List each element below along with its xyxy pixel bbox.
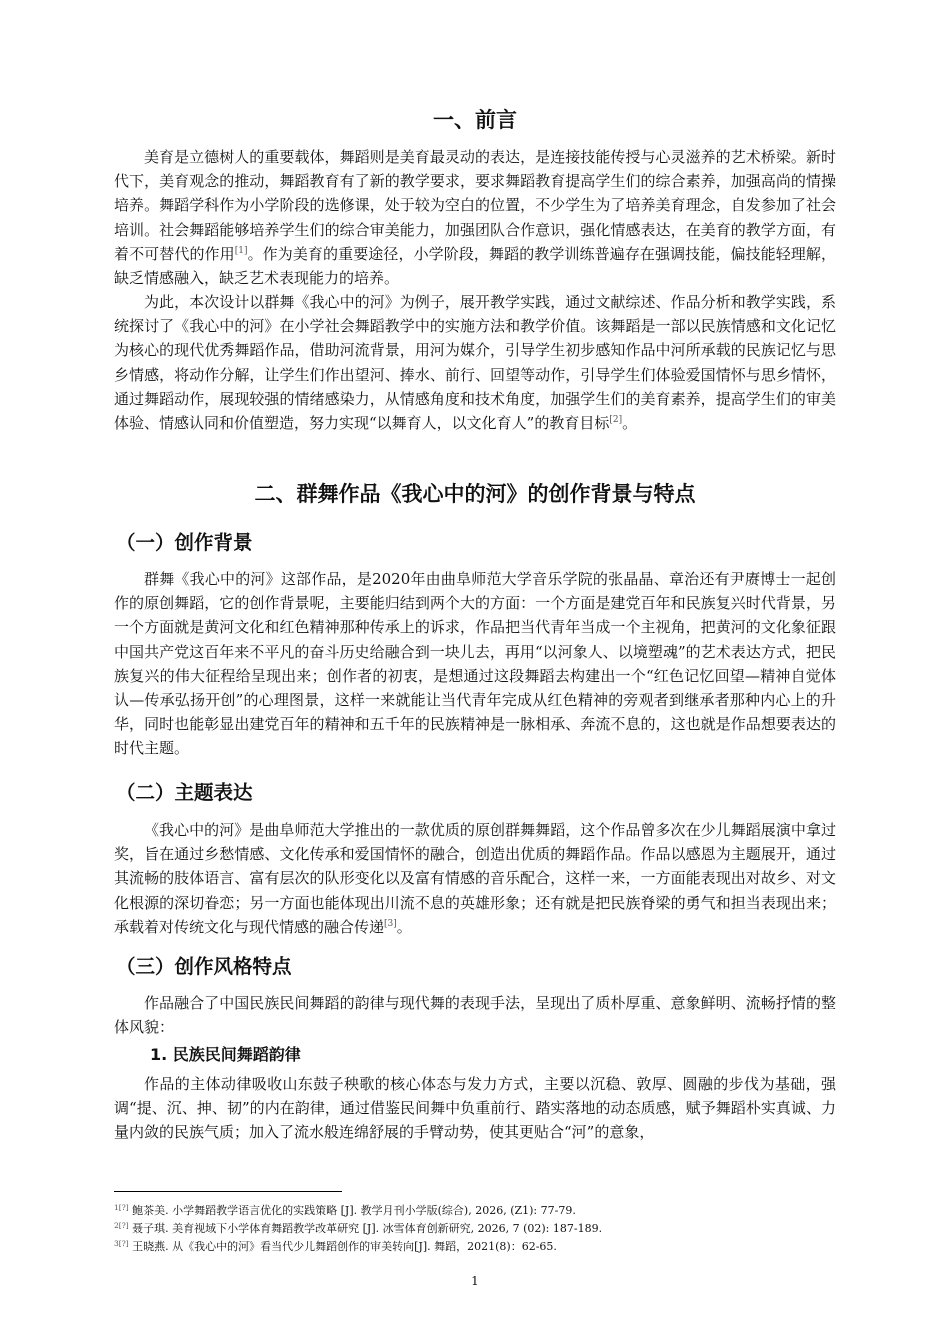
paragraph-text-tail: 。	[622, 414, 638, 433]
subsection-background-heading: （一）创作背景	[116, 531, 253, 554]
footnote-text: 王晓燕. 从《我心中的河》看当代少儿舞蹈创作的审美转向[J]. 舞蹈，2021(8)：62-65.	[132, 1240, 557, 1253]
paragraph-text-tail: 。	[396, 917, 412, 936]
section-2-heading: 二、群舞作品《我心中的河》的创作背景与特点	[254, 482, 696, 506]
citation-ref-1[interactable]: [1]	[234, 245, 248, 256]
subsection-background-paragraph: 群舞《我心中的河》这部作品，是2020年由曲阜师范大学音乐学院的张晶晶、章治还有尹赓博士一起创作的原创舞蹈，它的创作背景呢，主要能归结到两个大的方面：一个方面是建党百年和民族复兴时代背景，另一个方面就是黄河文化和红色精神那种传承上的诉求，作品把当代青年当成一个主视角，把黄河的文化象征跟中国共产党这百年来不平凡的奋斗历史给融合到一块儿去，再用“以河象人、以境塑魂”的艺术表达方式，把民族复兴的伟大征程给呈现出来；创作者的初衷，是想通过这段舞蹈去构建出一个“红色记忆回望—精神自觉体认—传承弘扬开创”的心理图景，这样一来就能让当代青年完成从红色精神的旁观者到继承者那种内心上的升华，同时也能彰显出建党百年的精神和五千年的民族精神是一脉相承、奔流不息的，这也就是作品想要表达的时代主题。	[114, 570, 836, 758]
footnote-text: 聂子琪. 美育视域下小学体育舞蹈教学改革研究 [J]. 冰雪体育创新研究, 2026, 7 (02): 187-189.	[132, 1222, 603, 1235]
section-1-paragraph-1	[114, 145, 836, 290]
subsection-style-heading: （三）创作风格特点	[116, 955, 292, 978]
footnote-mark: 1[?]	[114, 1203, 129, 1212]
paragraph-text: 为此，本次设计以群舞《我心中的河》为例子，展开教学实践，通过文献综述、作品分析和教学实践，系统探讨了《我心中的河》在小学社会舞蹈教学中的实施方法和教学价值。该舞蹈是一部以民族情感和文化记忆为核心的现代优秀舞蹈作品，借助河流背景，用河为媒介，引导学生初步感知作品中河所承载的民族记忆与思乡情感，将动作分解，让学生们作出望河、捧水、前行、回望等动作，引导学生们体验爱国情怀与思乡情怀，通过舞蹈动作，展现较强的情绪感染力，从情感角度和技术角度，加强学生们的美育素养，提高学生们的审美体验、情感认同和价值塑造，努力实现“以舞育人，以文化育人”的教育目标	[114, 293, 836, 433]
citation-ref-3[interactable]: [3]	[384, 918, 397, 929]
section-1-paragraph-2	[114, 290, 836, 435]
page-number: 1	[471, 1274, 479, 1288]
footnote-text: 鲍茶美. 小学舞蹈教学语言优化的实践策略 [J]. 教学月刊小学版(综合), 2026, (Z1): 77-79.	[132, 1204, 576, 1217]
footnote-separator	[114, 1191, 342, 1192]
footnote-mark: 2[?]	[114, 1221, 129, 1230]
subsection-theme-heading: （二）主题表达	[116, 781, 253, 804]
item-folk-rhythm-paragraph: 作品的主体动律吸收山东鼓子秧歌的核心体态与发力方式，主要以沉稳、敦厚、圆融的步伐为基础，强调“提、沉、抻、韧”的内在韵律，通过借鉴民间舞中负重前行、踏实落地的动态质感，赋予舞蹈朴实真诚、力量内敛的民族气质；加入了流水般连绵舒展的手臂动势，使其更贴合“河”的意象，	[114, 1075, 836, 1142]
footnote-mark: 3[?]	[114, 1239, 129, 1248]
subsection-style-paragraph: 作品融合了中国民族民间舞蹈的韵律与现代舞的表现手法，呈现出了质朴厚重、意象鲜明、流畅抒情的整体风貌：	[114, 994, 836, 1037]
footnote-3	[114, 1236, 557, 1255]
footnote-1	[114, 1200, 576, 1219]
citation-ref-2[interactable]: [2]	[609, 415, 623, 426]
footnote-2	[114, 1218, 602, 1237]
paragraph-text: 美育是立德树人的重要载体，舞蹈则是美育最灵动的表达，是连接技能传授与心灵滋养的艺术桥梁。新时代下，美育观念的推动，舞蹈教育有了新的教学要求，要求舞蹈教育提高学生们的综合素养，加强高尚的情操培养。舞蹈学科作为小学阶段的选修课，处于较为空白的位置，不少学生为了培养美育理念，自发参加了社会培训。社会舞蹈能够培养学生们的综合审美能力，加强团队合作意识，强化情感表达，在美育的教学方面，有着不可替代的作用	[114, 148, 836, 263]
paragraph-text: 《我心中的河》是曲阜师范大学推出的一款优质的原创群舞舞蹈，这个作品曾多次在少儿舞蹈展演中拿过奖，旨在通过乡愁情感、文化传承和爱国情怀的融合，创造出优质的舞蹈作品。作品以感恩为主题展开，通过其流畅的肢体语言、富有层次的队形变化以及富有情感的音乐配合，这样一来，一方面能表现出对故乡、对文化根源的深切眷恋；另一方面也能体现出川流不息的英雄形象；还有就是把民族脊梁的勇气和担当表现出来；承载着对传统文化与现代情感的融合传递	[114, 821, 836, 936]
paragraph-text-tail: 。作为美育的重要途径，小学阶段，舞蹈的教学训练普遍存在强调技能，偏技能轻理解，缺乏情感融入，缺乏艺术表现能力的培养。	[114, 244, 836, 288]
subsection-theme-paragraph	[114, 818, 836, 939]
item-folk-rhythm-heading: 1. 民族民间舞蹈韵律	[150, 1045, 301, 1064]
section-1-heading: 一、前言	[433, 108, 517, 132]
